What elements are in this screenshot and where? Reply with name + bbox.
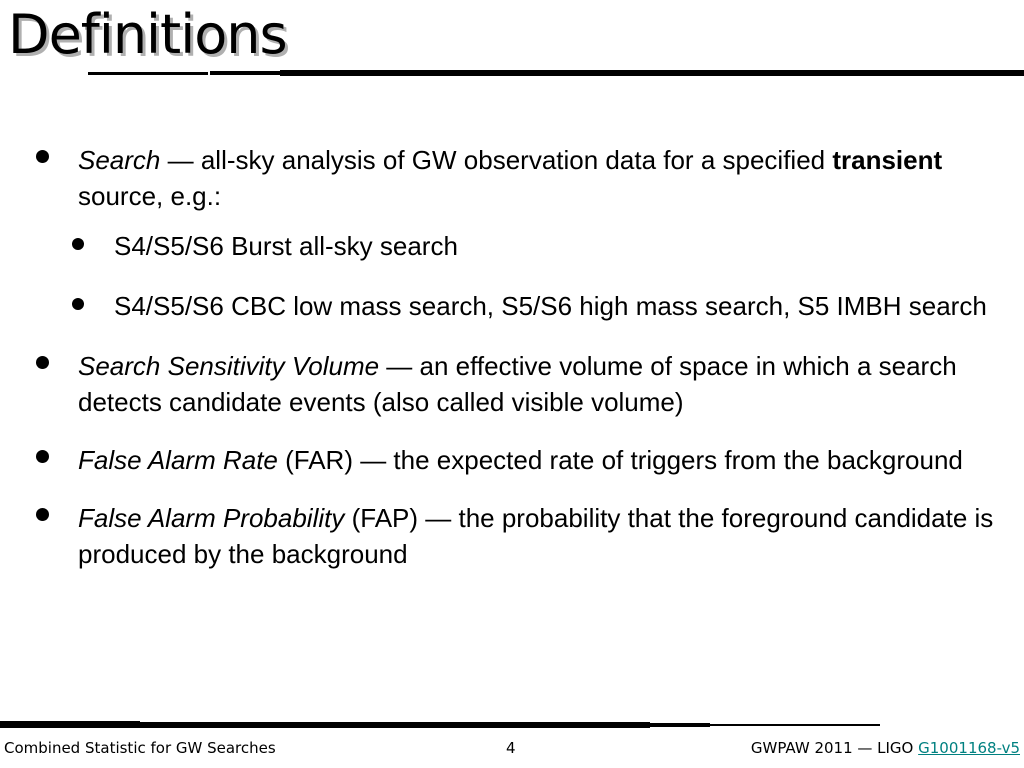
sub-bullet-text: S4/S5/S6 CBC low mass search, S5/S6 high mass search, S5 IMBH search [114, 291, 987, 321]
footer-divider [650, 723, 710, 727]
definition-far: (FAR) — the expected rate of triggers from the background [277, 445, 963, 475]
term-far: False Alarm Rate [78, 445, 278, 475]
footer-source-text: GWPAW 2011 — LIGO [750, 739, 919, 757]
footer-divider [0, 721, 140, 728]
page-number: 4 [506, 739, 516, 757]
sub-bullet-cbc [30, 288, 1000, 324]
title-underline [88, 72, 208, 75]
footer-source [751, 738, 1020, 758]
title-underline [210, 71, 280, 75]
bullet-icon [72, 238, 84, 250]
footer-title: Combined Statistic for GW Searches [4, 739, 276, 757]
sub-bullet-burst [30, 228, 1000, 264]
bullet-fap [30, 500, 1000, 572]
definition-search-rest: source, e.g.: [78, 181, 222, 211]
footer-divider [140, 722, 650, 728]
term-volume: Search Sensitivity Volume [78, 351, 380, 381]
bullet-icon [72, 298, 84, 310]
title-underline [280, 70, 1024, 76]
document-id-link[interactable]: G1001168-v5 [918, 739, 1020, 757]
bullet-icon [36, 356, 49, 369]
definition-search: — all-sky analysis of GW observation data for a specified [160, 145, 833, 175]
term-transient: transient [832, 145, 943, 175]
bullet-icon [36, 450, 49, 463]
term-fap: False Alarm Probability [78, 503, 345, 533]
page-title: Definitions [8, 3, 287, 66]
footer-divider [710, 724, 880, 726]
bullet-far [30, 442, 1000, 478]
definition-volume: — an effective volume of space in which a search detects candidate events (also called visible volume) [78, 351, 957, 417]
bullet-icon [36, 508, 49, 521]
bullet-search [30, 142, 1000, 214]
bullet-icon [36, 150, 49, 163]
slide-body [30, 142, 1000, 594]
term-search: Search [78, 145, 161, 175]
definition-fap: (FAP) — the probability that the foreground candidate is produced by the background [78, 503, 994, 569]
bullet-volume [30, 348, 1000, 420]
sub-bullet-text: S4/S5/S6 Burst all-sky search [114, 231, 458, 261]
